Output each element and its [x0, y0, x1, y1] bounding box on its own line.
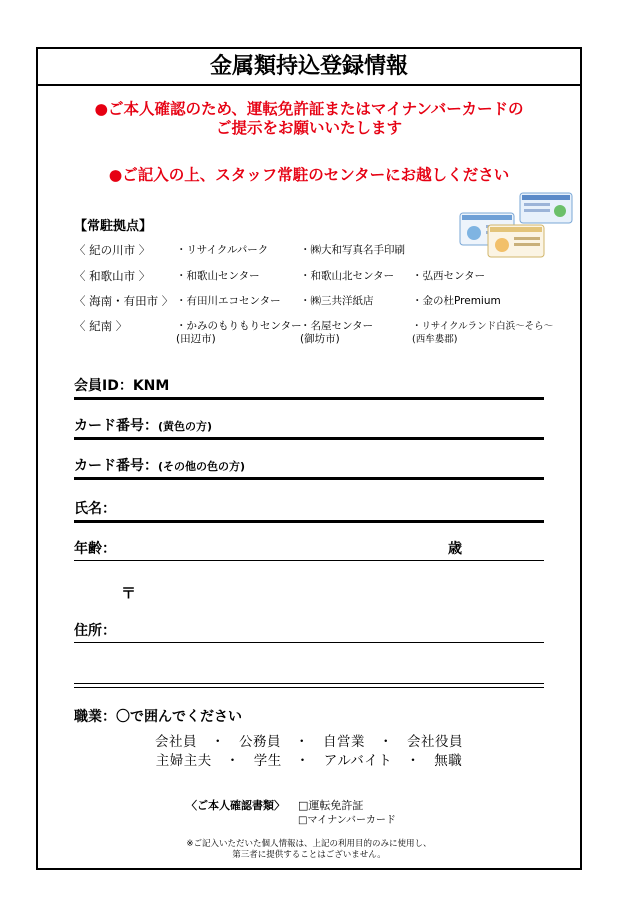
- notice-visit: ●ご記入の上、スタッフ常駐のセンターにお越しください: [108, 166, 510, 184]
- age-field[interactable]: [74, 538, 544, 561]
- area-kainan-arida: 〈 海南・有田市 〉: [74, 294, 174, 308]
- store-kaminomori-name: ・かみのもりもりセンター: [176, 320, 302, 332]
- age-unit: 歳: [448, 541, 462, 557]
- store-naya-name: ・名屋センター: [300, 320, 374, 332]
- privacy-note-1: ※ご記入いただいた個人情報は、上記の利用目的のみに使用し、: [186, 839, 432, 849]
- store-shirahama: [412, 320, 553, 346]
- age-label: 年齢：: [74, 541, 116, 557]
- id-doc-license-checkbox[interactable]: □運転免許証: [298, 799, 364, 812]
- id-docs-label: 〈ご本人確認書類〉: [186, 799, 285, 812]
- member-id-field[interactable]: [74, 375, 544, 400]
- license-and-mynumber-card-icon: [458, 191, 576, 261]
- card-other-label: カード番号：: [74, 458, 158, 474]
- address-field[interactable]: [74, 620, 544, 643]
- store-kaminomori: [176, 320, 302, 346]
- card-number-other-field[interactable]: [74, 455, 544, 480]
- occupation-label: 職業：〇で囲んでください: [74, 709, 242, 725]
- privacy-note-2: 第三者に提供することはございません。: [232, 850, 386, 860]
- area-kinan: 〈 紀南 〉: [74, 319, 128, 333]
- store-shirahama-city: (西牟婁郡): [412, 334, 458, 345]
- notice-id: [38, 100, 580, 138]
- area-kinokawa: 〈 紀の川市 〉: [74, 243, 151, 257]
- postal-mark: 〒: [121, 584, 137, 602]
- store-wakayama-kita: ・和歌山北センター: [300, 270, 395, 282]
- store-kinnomori: ・金の杜Premium: [412, 295, 501, 307]
- address-label: 住所：: [74, 623, 116, 639]
- store-naya: [300, 320, 373, 346]
- card-yellow-note: (黄色の方): [158, 420, 213, 433]
- address-line-2[interactable]: [74, 683, 544, 688]
- card-yellow-label: カード番号：: [74, 418, 158, 434]
- store-yamato: ・㈱大和写真名手印刷: [300, 244, 405, 256]
- area-wakayama: 〈 和歌山市 〉: [74, 269, 151, 283]
- occupation-options-1[interactable]: 会社員 ・ 公務員 ・ 自営業 ・ 会社役員: [155, 734, 463, 750]
- name-label: 氏名：: [74, 501, 116, 517]
- store-wakayama: ・和歌山センター: [176, 270, 260, 282]
- store-kaminomori-city: (田辺市): [176, 333, 216, 345]
- store-aridagawa: ・有田川エコセンター: [176, 295, 281, 307]
- member-id-label: 会員ID：KNM: [74, 378, 170, 394]
- store-sankyo: ・㈱三共洋紙店: [300, 295, 374, 307]
- store-recycle-park: ・リサイクルパーク: [176, 244, 269, 256]
- notice-line-1b: ご提示をお願いいたします: [215, 119, 402, 137]
- name-field[interactable]: [74, 498, 544, 523]
- page-title: 金属類持込登録情報: [38, 49, 580, 86]
- notice-line-1a: ●ご本人確認のため、運転免許証またはマイナンバーカードの: [94, 100, 524, 118]
- occupation-options-2[interactable]: 主婦主夫 ・ 学生 ・ アルバイト ・ 無職: [155, 753, 463, 769]
- card-number-yellow-field[interactable]: [74, 415, 544, 440]
- card-other-note: (その他の色の方): [158, 460, 246, 473]
- store-shirahama-name: ・リサイクルランド白浜～そら～: [412, 321, 554, 332]
- form-frame: [36, 47, 582, 870]
- id-doc-mynumber-checkbox[interactable]: □マイナンバーカード: [298, 815, 396, 826]
- centers-heading: 【常駐拠点】: [74, 219, 153, 234]
- store-kosei: ・弘西センター: [412, 270, 486, 282]
- store-naya-city: (御坊市): [300, 333, 340, 345]
